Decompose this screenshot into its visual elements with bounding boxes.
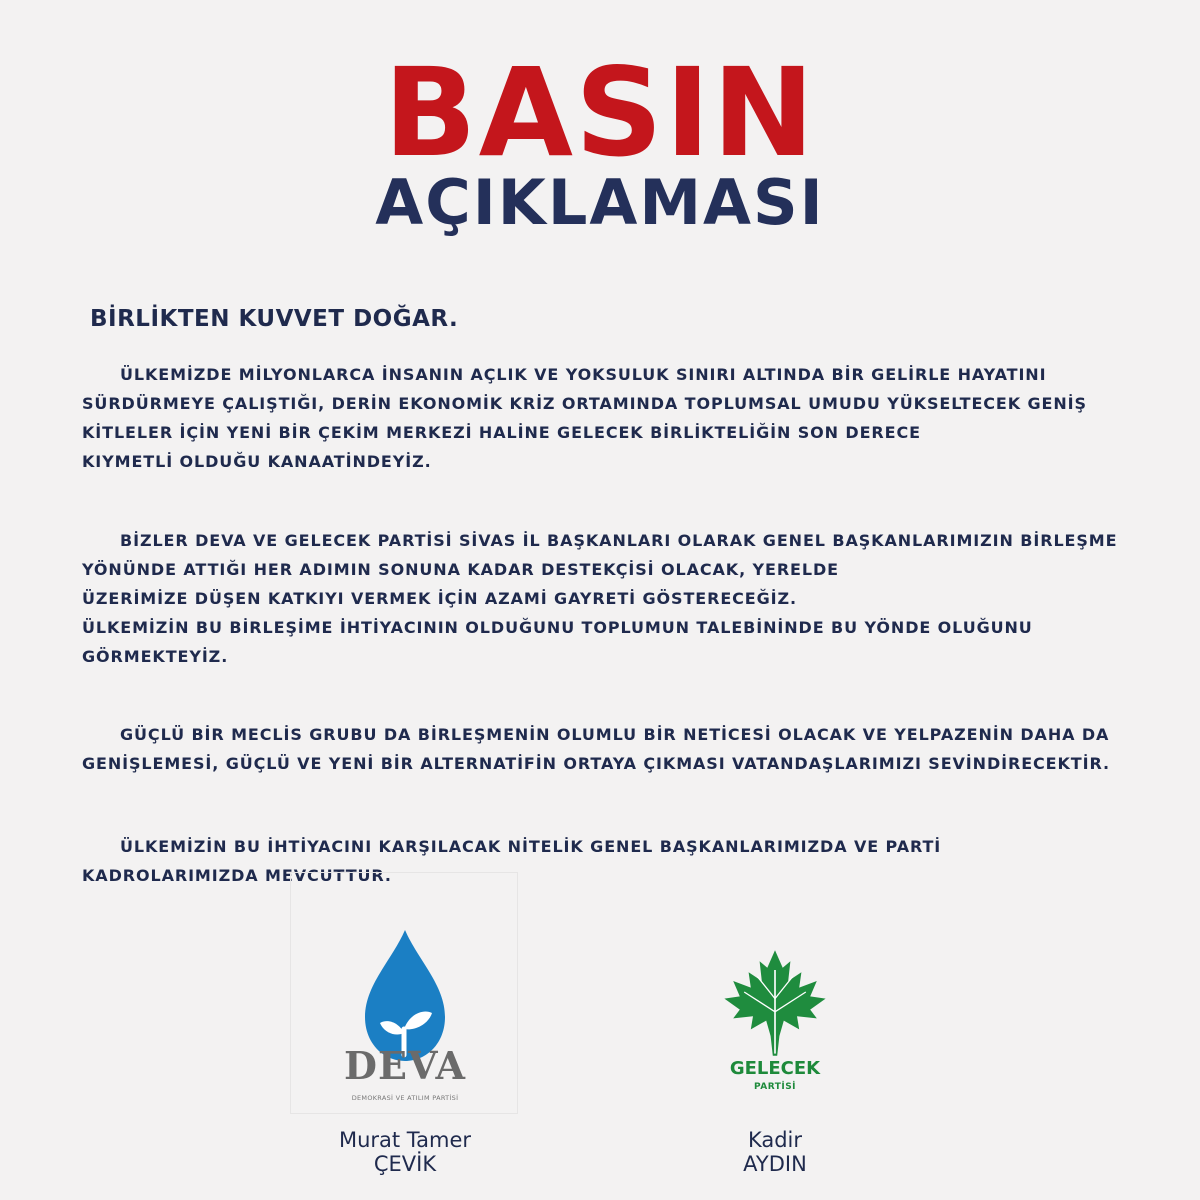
- signatory-last-name: AYDIN: [743, 1152, 807, 1176]
- gelecek-logo-subtitle: PARTİSİ: [753, 1082, 797, 1092]
- gelecek-logo-text: GELECEK: [729, 1058, 821, 1079]
- title-aciklamasi: AÇIKLAMASI: [375, 166, 825, 239]
- signature-gelecek: [655, 1128, 895, 1176]
- signatory-last-name: ÇEVİK: [373, 1152, 437, 1176]
- paragraph-3: [82, 720, 1110, 778]
- paragraph-line: SÜRDÜRMEYE ÇALIŞTIĞI, DERİN EKONOMİK KRİZ ORTAMINDA TOPLUMSAL UMUDU YÜKSELTECEK GENİŞ: [82, 394, 1087, 413]
- signature-deva: [285, 1128, 525, 1176]
- paragraph-line: GÖRMEKTEYİZ.: [82, 647, 229, 666]
- paragraph-line: KIYMETLİ OLDUĞU KANAATİNDEYİZ.: [82, 452, 432, 471]
- deva-logo-subtitle: DEMOKRASİ VE ATILIM PARTİSİ: [351, 1094, 459, 1102]
- paragraph-line: GENİŞLEMESİ, GÜÇLÜ VE YENİ BİR ALTERNATİFİN ORTAYA ÇIKMASI VATANDAŞLARIMIZI SEVİNDİRECEKTİR.: [82, 754, 1110, 773]
- signatory-first-name: Murat Tamer: [338, 1128, 472, 1152]
- title-basin: BASIN: [383, 42, 817, 184]
- paragraph-line: GÜÇLÜ BİR MECLİS GRUBU DA BİRLEŞMENİN OLUMLU BİR NETİCESİ OLACAK VE YELPAZENİN DAHA DA: [120, 725, 1110, 744]
- paragraph-1: [82, 360, 1087, 476]
- maple-leaf-icon: [720, 948, 830, 1058]
- statement-heading: BİRLİKTEN KUVVET DOĞAR.: [90, 306, 459, 332]
- signatory-first-name: Kadir: [747, 1128, 803, 1152]
- paragraph-2: [82, 526, 1117, 671]
- paragraph-line: ÜLKEMİZİN BU İHTİYACINI KARŞILACAK NİTELİK GENEL BAŞKANLARIMIZDA VE PARTİ: [120, 837, 942, 856]
- paragraph-line: KİTLELER İÇİN YENİ BİR ÇEKİM MERKEZİ HALİNE GELECEK BİRLİKTELİĞİN SON DERECE: [82, 423, 921, 442]
- paragraph-line: ÜLKEMİZİN BU BİRLEŞİME İHTİYACININ OLDUĞUNU TOPLUMUN TALEBİNİNDE BU YÖNDE OLUĞUNU: [82, 618, 1033, 637]
- paragraph-line: KADROLARIMIZDA MEVCUTTUR.: [82, 866, 392, 885]
- paragraph-line: BİZLER DEVA VE GELECEK PARTİSİ SİVAS İL BAŞKANLARI OLARAK GENEL BAŞKANLARIMIZIN BİRLEŞME: [120, 531, 1118, 550]
- paragraph-line: YÖNÜNDE ATTIĞI HER ADIMIN SONUNA KADAR DESTEKÇİSİ OLACAK, YERELDE: [82, 560, 839, 579]
- deva-logo-text: DEVA: [344, 1043, 466, 1088]
- paragraph-line: ÜLKEMİZDE MİLYONLARCA İNSANIN AÇLIK VE YOKSULUK SINIRI ALTINDA BİR GELİRLE HAYATINI: [120, 365, 1047, 384]
- paragraph-line: ÜZERİMİZE DÜŞEN KATKIYI VERMEK İÇİN AZAMİ GAYRETİ GÖSTERECEĞİZ.: [82, 589, 797, 608]
